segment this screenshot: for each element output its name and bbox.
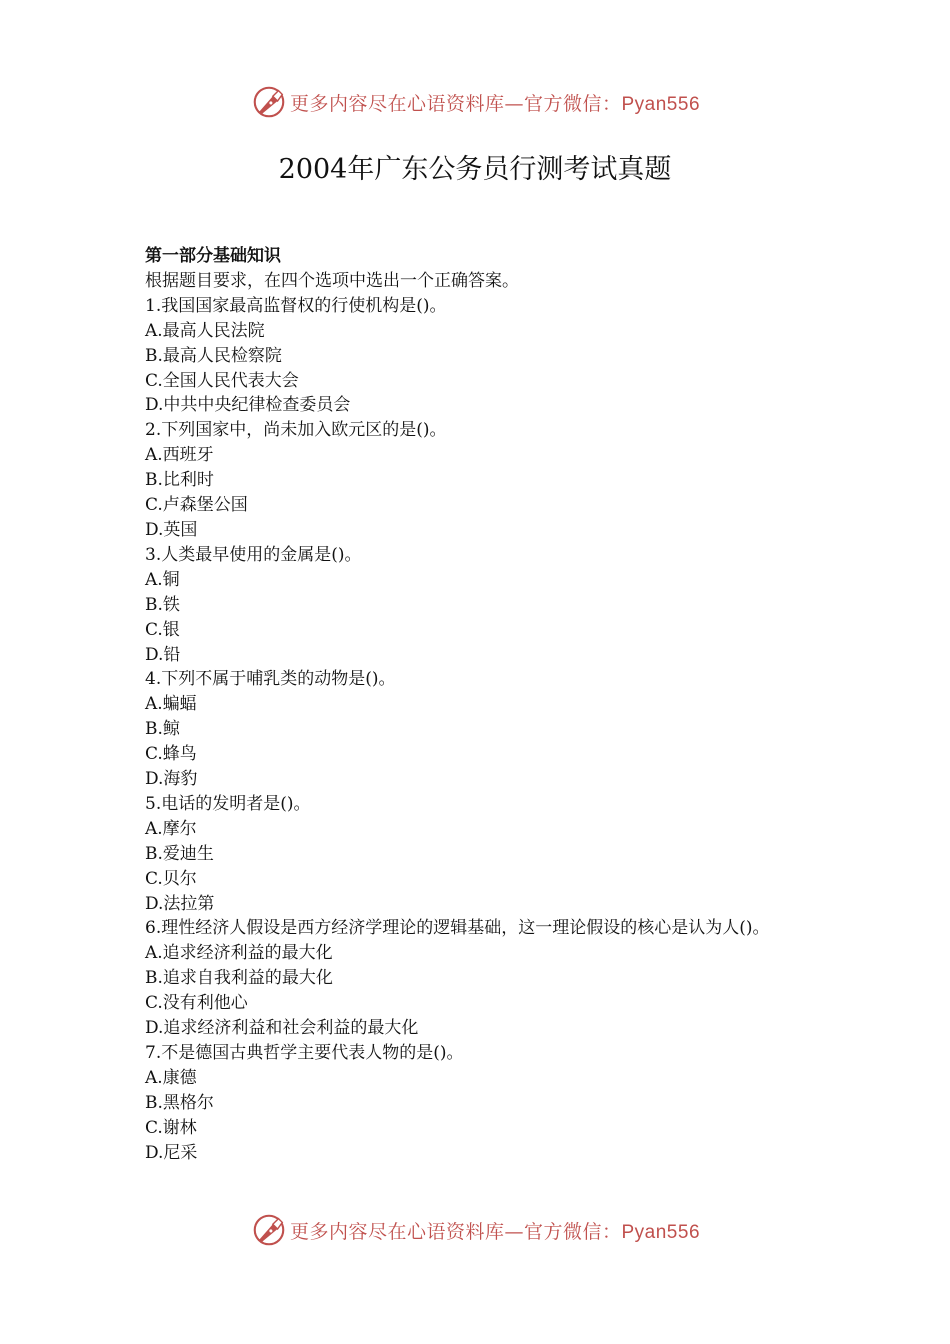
answer-option: B.最高人民检察院: [145, 345, 282, 366]
footer-banner-wechat-id: Pyan556: [621, 1221, 701, 1243]
answer-option: C.贝尔: [145, 868, 197, 889]
footer-banner: [0, 1208, 950, 1252]
answer-option: A.追求经济利益的最大化: [145, 943, 333, 964]
answer-option: B.爱迪生: [145, 843, 214, 864]
answer-option: A.最高人民法院: [145, 320, 265, 341]
answer-option: D.英国: [145, 519, 198, 540]
answer-option: A.摩尔: [145, 818, 197, 839]
answer-option: C.谢林: [145, 1117, 197, 1138]
answer-option: A.西班牙: [145, 445, 214, 466]
answer-option: C.蜂鸟: [145, 744, 197, 765]
question-block: [145, 543, 810, 668]
header-banner: [0, 80, 950, 124]
answer-option: B.比利时: [145, 470, 214, 491]
answer-option: C.全国人民代表大会: [145, 370, 299, 391]
question-stem: 6.理性经济人假设是西方经济学理论的逻辑基础，这一理论假设的核心是认为人()。: [145, 918, 770, 939]
question-stem: 1.我国国家最高监督权的行使机构是()。: [145, 295, 447, 316]
question-block: [145, 667, 810, 792]
answer-option: C.没有利他心: [145, 993, 248, 1014]
question-stem: 2.下列国家中，尚未加入欧元区的是()。: [145, 420, 447, 441]
section-heading: 第一部分基础知识: [145, 246, 281, 266]
question-stem: 5.电话的发明者是()。: [145, 793, 311, 814]
question-list: [145, 294, 810, 1166]
question-block: [145, 418, 810, 543]
answer-option: A.蝙蝠: [145, 694, 197, 715]
pen-nib-logo-icon: [250, 83, 288, 121]
section-instruction: 根据题目要求，在四个选项中选出一个正确答案。: [145, 270, 519, 291]
answer-option: C.卢森堡公国: [145, 495, 248, 516]
answer-option: D.海豹: [145, 769, 198, 790]
question-stem: 7.不是德国古典哲学主要代表人物的是()。: [145, 1043, 464, 1063]
answer-option: B.铁: [145, 594, 180, 615]
answer-option: B.追求自我利益的最大化: [145, 968, 333, 989]
question-stem: 3.人类最早使用的金属是()。: [145, 544, 362, 565]
question-block: [145, 294, 810, 419]
answer-option: D.尼采: [145, 1142, 198, 1163]
answer-option: D.追求经济利益和社会利益的最大化: [145, 1018, 419, 1039]
footer-banner-cn: 更多内容尽在心语资料库—官方微信：: [289, 1220, 622, 1243]
pen-nib-logo-icon: [250, 1211, 288, 1249]
header-banner-cn: 更多内容尽在心语资料库—官方微信：: [289, 92, 622, 115]
question-block: [145, 792, 810, 917]
header-banner-text: [290, 89, 700, 116]
question-block: [145, 916, 810, 1041]
question-stem: 4.下列不属于哺乳类的动物是()。: [145, 669, 396, 690]
footer-banner-text: [290, 1217, 700, 1244]
answer-option: A.康德: [145, 1067, 197, 1088]
answer-option: D.中共中央纪律检查委员会: [145, 395, 351, 416]
answer-option: C.银: [145, 619, 180, 640]
answer-option: B.鲸: [145, 719, 180, 740]
header-banner-wechat-id: Pyan556: [621, 93, 701, 115]
answer-option: D.铅: [145, 644, 181, 665]
document-body: [145, 244, 810, 1166]
answer-option: D.法拉第: [145, 893, 215, 914]
question-block: [145, 1041, 810, 1166]
answer-option: B.黑格尔: [145, 1092, 214, 1113]
answer-option: A.铜: [145, 569, 180, 590]
page-title: 2004年广东公务员行测考试真题: [278, 154, 672, 185]
